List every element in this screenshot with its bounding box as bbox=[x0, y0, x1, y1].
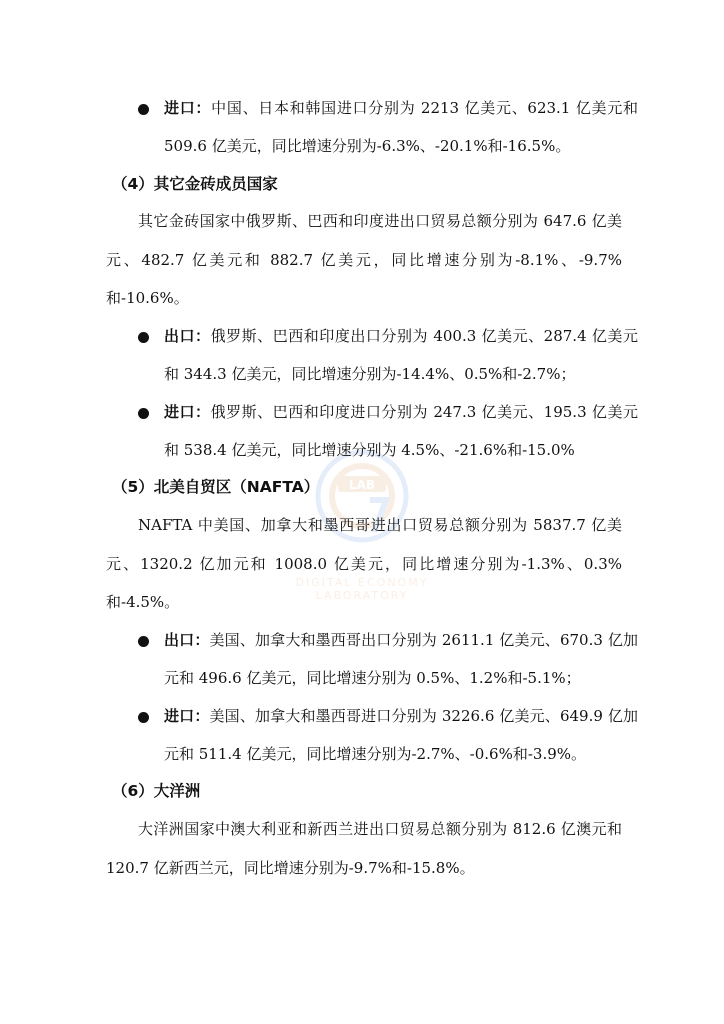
bullet-text bbox=[164, 89, 638, 165]
bullet-body: 俄罗斯、巴西和印度进口分别为 247.3 亿美元、195.3 亿美元和 538.4 亿美元，同比增速分别为 4.5%、-21.6%和-15.0% bbox=[164, 403, 638, 459]
bullet-label: 进口： bbox=[164, 403, 211, 421]
bullet-body: 俄罗斯、巴西和印度出口分别为 400.3 亿美元、287.4 亿美元和 344.3 亿美元，同比增速分别为-14.4%、0.5%和-2.7%； bbox=[164, 327, 638, 383]
bullet-label: 进口： bbox=[164, 99, 212, 117]
section-heading-oceania: （6）大洋洲 bbox=[112, 782, 201, 800]
bullet-label: 进口： bbox=[164, 707, 210, 725]
bullet-label: 出口： bbox=[164, 327, 211, 345]
bullet-body: 中国、日本和韩国进口分别为 2213 亿美元、623.1 亿美元和 509.6 亿美元，同比增速分别为-6.3%、-20.1%和-16.5%。 bbox=[164, 99, 638, 155]
bullet-text bbox=[164, 697, 638, 773]
bullet-body: 美国、加拿大和墨西哥出口分别为 2611.1 亿美元、670.3 亿加元和 496.6 亿美元，同比增速分别为 0.5%、1.2%和-5.1%； bbox=[164, 631, 638, 687]
bullet-label: 出口： bbox=[164, 631, 210, 649]
bullet-body: 美国、加拿大和墨西哥进口分别为 3226.6 亿美元、649.9 亿加元和 511.4 亿美元，同比增速分别为-2.7%、-0.6%和-3.9%。 bbox=[164, 707, 638, 763]
section-heading-nafta: （5）北美自贸区（NAFTA） bbox=[112, 478, 320, 496]
watermark-caption: DIGITAL ECONOMY LABORATORY bbox=[295, 576, 429, 602]
section-heading-brics: （4）其它金砖成员国家 bbox=[112, 175, 278, 193]
paragraph-brics: 其它金砖国家中俄罗斯、巴西和印度进出口贸易总额分别为 647.6 亿美元、482.7 亿美元和 882.7 亿美元，同比增速分别为-8.1%、-9.7%和-10.6%。 bbox=[106, 212, 622, 307]
bullet-text bbox=[164, 393, 638, 469]
bullet-icon bbox=[138, 332, 149, 343]
bullet-text bbox=[164, 621, 638, 697]
bullet-icon bbox=[138, 408, 149, 419]
bullet-icon bbox=[138, 712, 149, 723]
bullet-icon bbox=[138, 104, 149, 115]
paragraph-nafta: NAFTA 中美国、加拿大和墨西哥进出口贸易总额分别为 5837.7 亿美元、1320.2 亿加元和 1008.0 亿美元，同比增速分别为-1.3%、0.3%和-4.5%。 bbox=[106, 516, 622, 611]
bullet-icon bbox=[138, 636, 149, 647]
bullet-text bbox=[164, 317, 638, 393]
svg-text:LAB: LAB bbox=[348, 478, 376, 492]
paragraph-oceania: 大洋洲国家中澳大利亚和新西兰进出口贸易总额分别为 812.6 亿澳元和 120.7 亿新西兰元，同比增速分别为-9.7%和-15.8%。 bbox=[106, 820, 622, 877]
